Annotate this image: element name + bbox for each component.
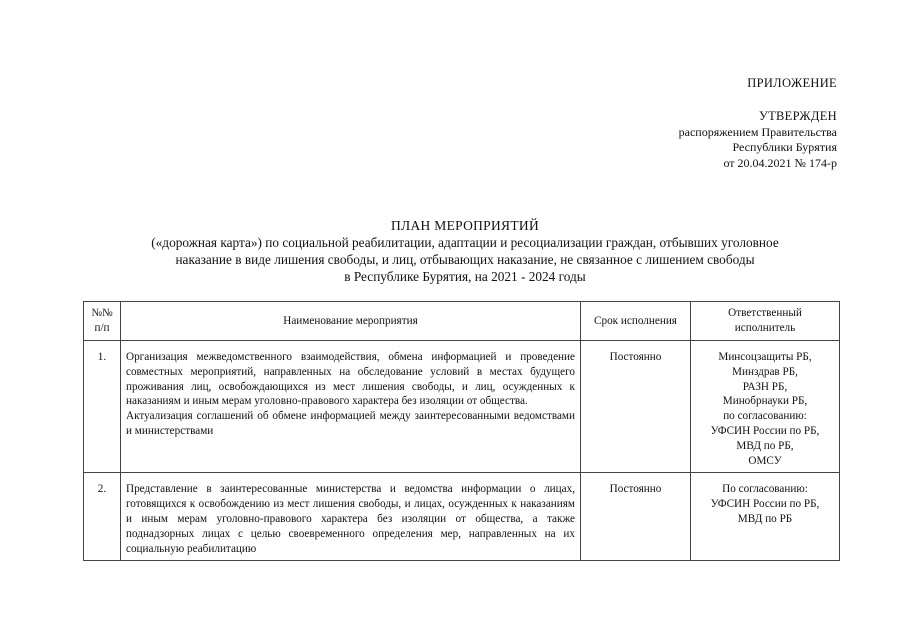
- responsible-line: УФСИН России по РБ,: [710, 424, 820, 437]
- approval-block: [679, 109, 837, 171]
- title-line: ПЛАН МЕРОПРИЯТИЙ: [390, 218, 539, 233]
- activity-paragraph: Организация межведомственного взаимодействия, обмена информацией и проведение совместных мероприятий, направленных на обследование условий в местах будущего проживания лиц, освобождающихся из мест лишения свободы, и лиц, осужденных к наказаниям и иным мерам уголовно-правового характера без изоляции от общества.: [126, 351, 575, 408]
- table-row: [84, 341, 840, 473]
- row-number: 1.: [84, 341, 121, 473]
- approval-line: УТВЕРЖДЕН: [758, 109, 837, 123]
- responsible-line: по согласованию:: [723, 410, 807, 423]
- approval-line: распоряжением Правительства: [678, 124, 837, 139]
- approval-line: Республики Бурятия: [732, 140, 837, 154]
- responsible-line: МВД по РБ,: [736, 439, 794, 452]
- title-line: в Республике Бурятия, на 2021 - 2024 годы: [344, 269, 586, 284]
- responsible-line: Минобрнауки РБ,: [722, 395, 808, 408]
- header-resp: [691, 302, 840, 341]
- row-responsible: [691, 473, 840, 561]
- activity-paragraph: Актуализация соглашений об обмене информацией между заинтересованными ведомствами и министерствами: [126, 410, 575, 437]
- header-resp-line: Ответственный: [728, 307, 802, 320]
- title-line: наказание в виде лишения свободы, и лиц, отбывающих наказание, не связанное с лишением свободы: [175, 252, 755, 267]
- responsible-line: ОМСУ: [748, 454, 782, 467]
- responsible-line: УФСИН России по РБ,: [710, 498, 820, 511]
- header-num-line: №№: [91, 307, 113, 320]
- responsible-line: МВД по РБ: [737, 512, 793, 525]
- table-header-row: [84, 302, 840, 341]
- header-term: Срок исполнения: [581, 302, 691, 341]
- row-number: 2.: [84, 473, 121, 561]
- row-term: Постоянно: [581, 473, 691, 561]
- title-line: («дорожная карта») по социальной реабилитации, адаптации и ресоциализации граждан, отбывших уголовное: [151, 235, 779, 250]
- approval-line: от 20.04.2021 № 174-р: [723, 155, 837, 170]
- plan-table: [83, 301, 840, 561]
- responsible-line: РАЗН РБ,: [742, 380, 788, 393]
- responsible-line: По согласованию:: [722, 483, 808, 496]
- document-title: [90, 217, 840, 285]
- row-responsible: [691, 341, 840, 473]
- row-activity: [121, 341, 581, 473]
- table-row: [84, 473, 840, 561]
- activity-paragraph: Представление в заинтересованные министерства и ведомства информации о лицах, готовящихся к освобождению из мест лишения свободы, и лицах, осужденных к наказаниям и иным мерам уголовно-правового характера без изоляции от общества, а также поднадзорных лицах с целью своевременного определения мер, направленных на их социальную реабилитацию: [126, 483, 575, 555]
- appendix-label: ПРИЛОЖЕНИЕ: [747, 76, 837, 90]
- row-activity: [121, 473, 581, 561]
- row-term: Постоянно: [581, 341, 691, 473]
- header-resp-line: исполнитель: [734, 322, 796, 334]
- header-num: [84, 302, 121, 341]
- responsible-line: Минсоцзащиты РБ,: [718, 351, 812, 363]
- responsible-line: Минздрав РБ,: [732, 365, 798, 378]
- header-name: Наименование мероприятия: [121, 302, 581, 341]
- header-num-line: п/п: [94, 322, 110, 334]
